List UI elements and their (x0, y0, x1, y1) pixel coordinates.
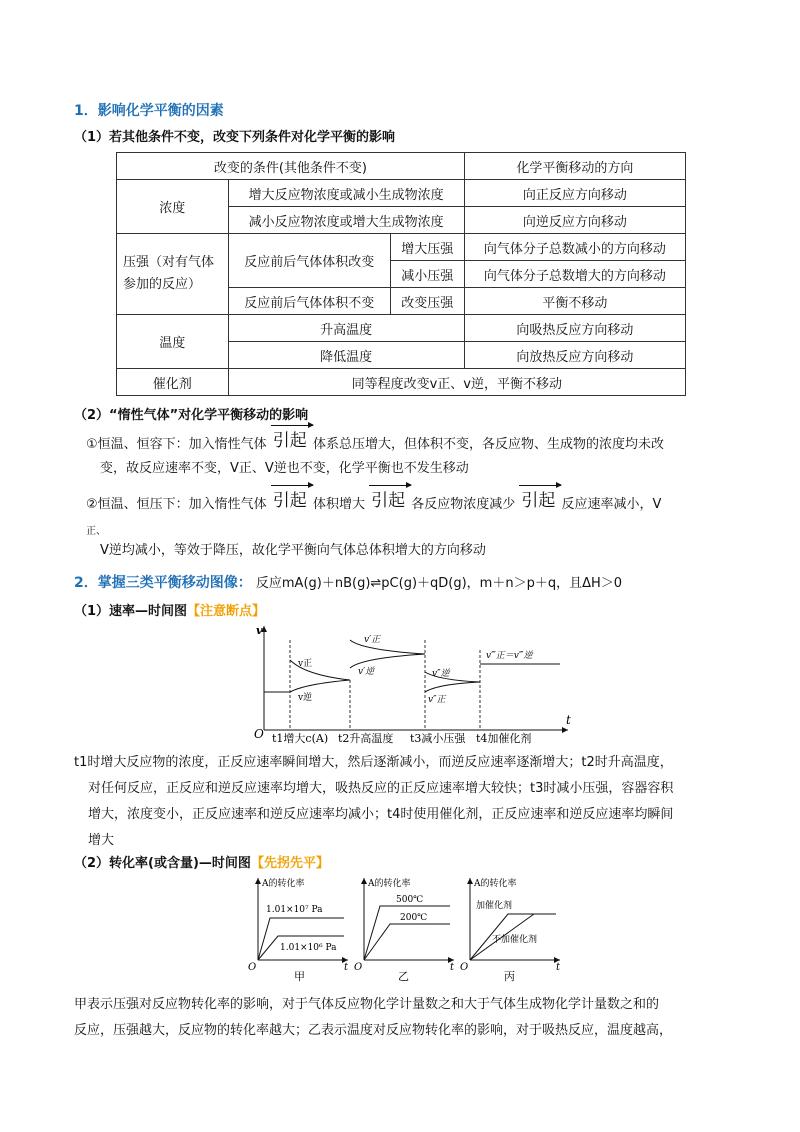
t-down: 降低温度 (228, 342, 464, 369)
c-row1-dir: 向正反应方向移动 (464, 180, 685, 207)
series-200 (364, 924, 450, 960)
label-500: 500℃ (396, 895, 424, 905)
rate-para-line: 增大，浓度变小，正反应速率和逆反应速率均减小；t4时使用催化剂，正反应速率和逆反应速率均瞬间 (88, 807, 674, 822)
p-alter-dir: 平衡不移动 (464, 288, 685, 315)
v-reverse-curve-2 (350, 654, 425, 668)
rate-para-line: t1时增大反应物的浓度，正反应速率瞬间增大，然后逐渐减小，而逆反应速率逐渐增大；t2时升高温度， (74, 755, 673, 770)
chart-title: 丙 (504, 970, 515, 983)
inert-1a: ①恒温、恒容下：加入惰性气体 (86, 437, 267, 452)
label-v-reverse: v逆 (298, 693, 313, 703)
event-t3: t3减小压强 (410, 732, 466, 744)
origin: O (248, 962, 257, 973)
c-row2: 减小反应物浓度或增大生成物浓度 (228, 207, 464, 234)
label-v2-reverse: v″逆 (432, 669, 450, 679)
origin: O (460, 962, 469, 973)
arrow-word: 引起 (271, 488, 309, 514)
arrow-word: 引起 (271, 428, 309, 454)
t-up: 升高温度 (228, 315, 464, 342)
arrow-word: 引起 (369, 488, 407, 514)
x-axis-label: t (566, 713, 571, 727)
v-forward-curve-3 (425, 682, 480, 692)
section1-sub2: （2）“惰性气体”对化学平衡移动的影响 (74, 408, 309, 423)
c-row2-dir: 向逆反应方向移动 (464, 207, 685, 234)
rate-sub (74, 600, 265, 619)
v-forward-curve-2 (350, 640, 425, 654)
row-temperature: 温度 (117, 315, 229, 369)
section1-sub1: （1）若其他条件不变，改变下列条件对化学平衡的影响 (74, 130, 396, 145)
rate-para-line: 对任何反应，正反应和逆反应速率均增大，吸热反应的正反应速率增大较快；t3时减小压强，容器容积 (88, 781, 674, 796)
label-v-forward: v正 (298, 659, 313, 669)
origin-label: O (254, 727, 264, 741)
p-dec-dir: 向气体分子总数增大的方向移动 (464, 261, 685, 288)
conv-sub (74, 852, 329, 871)
v-reverse-curve-1 (290, 680, 350, 692)
c-row1: 增大反应物浓度或减小生成物浓度 (228, 180, 464, 207)
rate-para-line: 增大 (88, 833, 115, 848)
ylabel: A的转化率 (474, 879, 517, 889)
arrow-word: 引起 (519, 488, 557, 514)
label-v3-equal: v‴正＝v‴逆 (486, 651, 533, 661)
p-nochange: 反应前后气体体积不变 (228, 288, 390, 315)
label-low-pressure: 1.01×10⁶ Pa (280, 943, 337, 953)
chart-title: 乙 (398, 970, 409, 983)
conv-sub-title: （2）转化率(或含量)—时间图 (74, 856, 251, 871)
label-v1-reverse: v′逆 (358, 667, 375, 677)
ylabel: A的转化率 (262, 879, 305, 889)
conversion-chart-yi (350, 872, 460, 984)
conv-para-line: 甲表示压强对反应物转化率的影响，对于气体反应物化学计量数之和大于气体生成物化学计量数之和的 (74, 997, 660, 1012)
p-inc: 增大压强 (390, 234, 464, 261)
chart-title: 甲 (294, 970, 305, 983)
rate-sub-title: （1）速率—时间图 (74, 604, 188, 619)
inert-2b: 体积增大 (312, 497, 365, 512)
event-t2: t2升高温度 (338, 732, 394, 744)
inert-1b: 体系总压增大，但体积不变，各反应物、生成物的浓度均未改 (312, 437, 664, 452)
p-dec: 减小压强 (390, 261, 464, 288)
conditions-table (116, 152, 686, 396)
rate-time-chart (250, 620, 580, 744)
section2-header (74, 572, 622, 592)
catalyst-effect: 同等程度改变v正、v逆，平衡不移动 (228, 369, 685, 396)
event-t1: t1增大c(A) (272, 732, 329, 744)
label-no-catalyst: 不加催化剂 (492, 935, 538, 945)
event-t4: t4加催化剂 (476, 732, 532, 744)
inert-2d: 反应速率减小，V (561, 497, 662, 512)
row-pressure: 压强（对有气体参加的反应） (117, 234, 229, 315)
inert-line1 (86, 430, 664, 458)
series-high-pressure (258, 918, 344, 960)
origin: O (354, 962, 363, 973)
label-v2-forward: v″正 (428, 695, 446, 705)
rate-paragraph (74, 750, 754, 854)
label-catalyst: 加催化剂 (476, 901, 513, 911)
t-down-dir: 向放热反应方向移动 (464, 342, 685, 369)
inert-2e: 正、 (86, 526, 106, 537)
table-header-left: 改变的条件(其他条件不变) (117, 153, 465, 180)
ylabel: A的转化率 (368, 879, 411, 889)
p-alter: 改变压强 (390, 288, 464, 315)
inert-1c: 变，故反应速率不变，V正、V逆也不变，化学平衡也不发生移动 (100, 461, 469, 476)
p-inc-dir: 向气体分子总数减小的方向移动 (464, 234, 685, 261)
t-up-dir: 向吸热反应方向移动 (464, 315, 685, 342)
p-change: 反应前后气体体积改变 (228, 234, 390, 288)
section1-title: 1．影响化学平衡的因素 (74, 103, 224, 119)
xlabel: t (556, 962, 561, 973)
conv-sub-tag: 【先拐先平】 (250, 856, 329, 871)
xlabel: t (450, 962, 455, 973)
inert-2c: 各反应物浓度减少 (411, 497, 516, 512)
conv-para-line: 反应，压强越大，反应物的转化率越大；乙表示温度对反应物转化率的影响，对于吸热反应，温度越高， (74, 1023, 673, 1038)
y-axis-label: v (256, 624, 263, 637)
inert-2a: ②恒温、恒压下：加入惰性气体 (86, 497, 267, 512)
inert-2f: V逆均减小，等效于降压，故化学平衡向气体总体积增大的方向移动 (100, 543, 486, 558)
label-200: 200℃ (400, 913, 428, 923)
table-header-right: 化学平衡移动的方向 (464, 153, 685, 180)
row-concentration: 浓度 (117, 180, 229, 234)
inert-line2 (86, 490, 661, 518)
rate-sub-tag: 【注意断点】 (187, 604, 266, 619)
xlabel: t (344, 962, 349, 973)
section2-title: 2．掌握三类平衡移动图像： (74, 575, 252, 591)
label-high-pressure: 1.01×10⁷ Pa (266, 905, 323, 915)
conversion-chart-jia (244, 872, 354, 984)
label-v1-forward: v′正 (364, 635, 381, 645)
conversion-chart-bing (456, 872, 566, 984)
reaction-equation: 反应mA(g)＋nB(g)⇌pC(g)＋qD(g)，m＋n＞p＋q，且ΔH＞0 (255, 576, 623, 591)
conv-paragraph (74, 992, 754, 1044)
row-catalyst: 催化剂 (117, 369, 229, 396)
